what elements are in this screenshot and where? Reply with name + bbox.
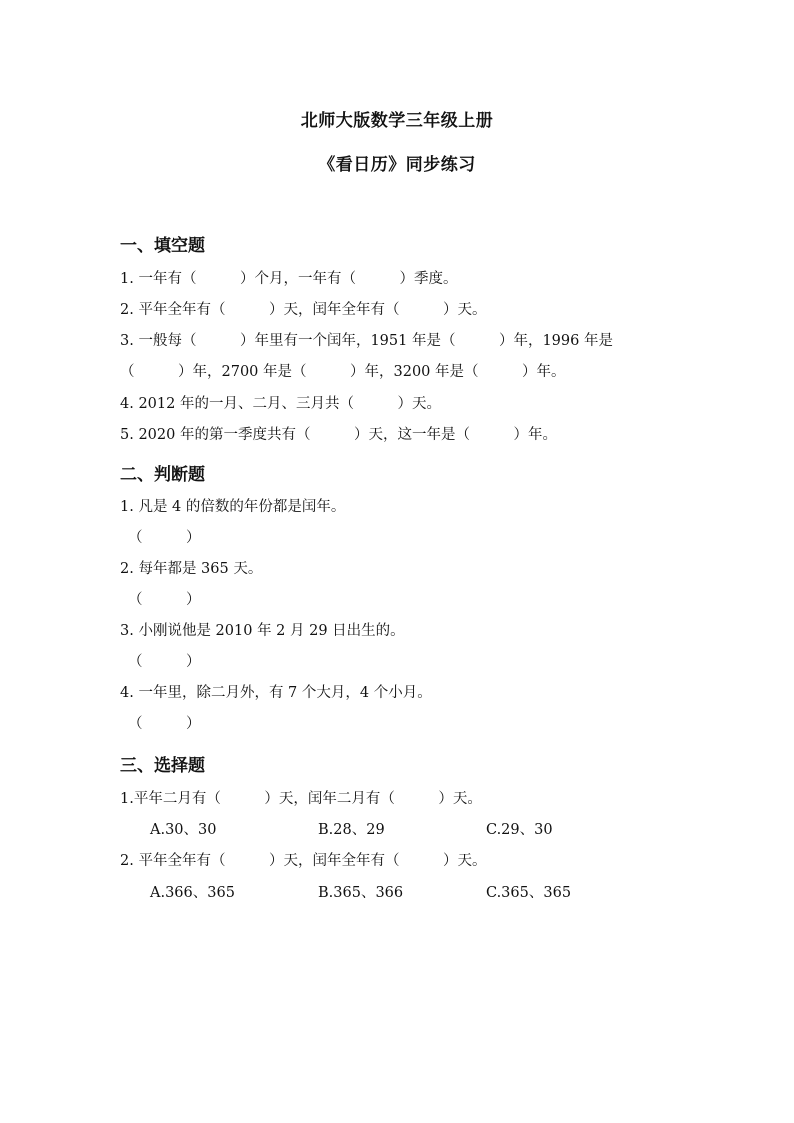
tf-question-1: 1. 凡是 4 的倍数的年份都是闰年。: [120, 499, 346, 515]
fill-question-3-line-1: 3. 一般每（ ）年里有一个闰年，1951 年是（ ）年，1996 年是: [120, 333, 613, 349]
tf-question-4: 4. 一年里，除二月外，有 7 个大月，4 个小月。: [120, 685, 432, 701]
fill-question-1: 1. 一年有（ ）个月，一年有（ ）季度。: [120, 271, 458, 287]
section-heading-multiple-choice: 三、选择题: [120, 756, 205, 776]
choice-1-option-b: B.28、29: [318, 822, 385, 838]
choice-1-option-c: C.29、30: [486, 822, 553, 838]
choice-2-option-b: B.365、366: [318, 885, 404, 901]
fill-question-2: 2. 平年全年有（ ）天，闰年全年有（ ）天。: [120, 302, 487, 318]
tf-question-2: 2. 每年都是 365 天。: [120, 561, 263, 577]
choice-question-1: 1.平年二月有（ ）天，闰年二月有（ ）天。: [120, 791, 482, 807]
tf-answer-paren-1: （ ）: [128, 530, 201, 546]
choice-2-option-c: C.365、365: [486, 885, 572, 901]
choice-question-2: 2. 平年全年有（ ）天，闰年全年有（ ）天。: [120, 853, 487, 869]
section-heading-fill-blank: 一、填空题: [120, 236, 205, 256]
tf-answer-paren-2: （ ）: [128, 592, 201, 608]
page-title: 北师大版数学三年级上册: [300, 111, 494, 131]
tf-answer-paren-4: （ ）: [128, 716, 201, 732]
choice-2-option-a: A.366、365: [150, 885, 235, 901]
fill-question-4: 4. 2012 年的一月、二月、三月共（ ）天。: [120, 396, 441, 412]
fill-question-5: 5. 2020 年的第一季度共有（ ）天，这一年是（ ）年。: [120, 427, 557, 443]
choice-1-option-a: A.30、30: [150, 822, 217, 838]
section-heading-true-false: 二、判断题: [120, 465, 205, 485]
page-subtitle: 《看日历》同步练习: [318, 155, 476, 175]
tf-answer-paren-3: （ ）: [128, 654, 201, 670]
tf-question-3: 3. 小刚说他是 2010 年 2 月 29 日出生的。: [120, 623, 405, 639]
fill-question-3-line-2: （ ）年，2700 年是（ ）年，3200 年是（ ）年。: [120, 364, 566, 380]
